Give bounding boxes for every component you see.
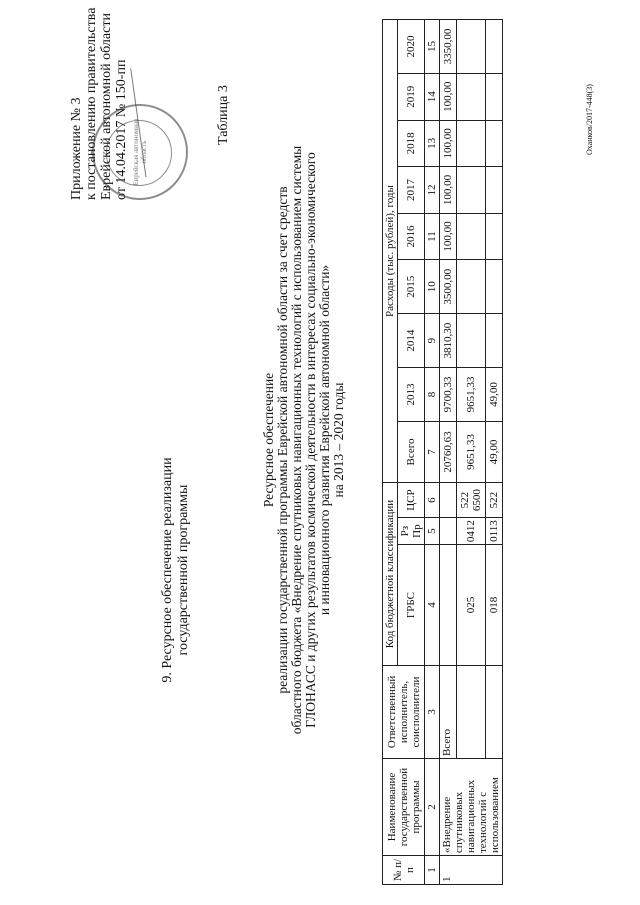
title-line: на 2013 – 2020 годы: [331, 382, 346, 498]
header-executor: Ответственный исполнитель, соисполнители: [383, 666, 425, 759]
value-cell: [486, 120, 503, 167]
header-year: 2014: [398, 314, 425, 368]
executor-cell: Всего: [440, 666, 457, 759]
header-row: [383, 20, 398, 885]
header-year: 2013: [398, 368, 425, 422]
value-cell: 3810,30: [440, 314, 457, 368]
header-name: Наименование государственной программы: [383, 759, 425, 856]
value-cell: [486, 314, 503, 368]
table-row: [440, 20, 457, 885]
table-label: Таблица 3: [216, 85, 231, 145]
value-cell: [456, 167, 486, 214]
value-cell: 100,00: [440, 120, 457, 167]
header-rz: Рз Пр: [398, 518, 425, 545]
col-number: 6: [425, 483, 440, 518]
csr-cell: 522 6500: [456, 483, 486, 518]
value-cell: [486, 260, 503, 314]
total-cell: 20760,63: [440, 421, 457, 482]
grbs-cell: 018: [486, 545, 503, 666]
value-cell: 100,00: [440, 73, 457, 120]
value-cell: 9700,33: [440, 368, 457, 422]
appendix-line: Приложение № 3: [69, 97, 84, 200]
value-cell: [486, 213, 503, 260]
total-cell: 49,00: [486, 421, 503, 482]
col-number: 8: [425, 368, 440, 422]
col-number: 9: [425, 314, 440, 368]
appendix-line: Еврейской автономной области: [99, 13, 114, 200]
value-cell: 100,00: [440, 213, 457, 260]
value-cell: [456, 120, 486, 167]
section-heading: [160, 445, 192, 695]
table-row: [486, 20, 503, 885]
header-grbs: ГРБС: [398, 545, 425, 666]
executor-cell: [456, 666, 486, 759]
header-year: 2017: [398, 167, 425, 214]
col-number: 5: [425, 518, 440, 545]
title-line: областного бюджета «Внедрение спутниковых навигационных технологий с использованием системы: [289, 145, 304, 735]
section-heading-line: государственной программы: [176, 484, 191, 656]
header-year: 2018: [398, 120, 425, 167]
value-cell: 3350,00: [440, 20, 457, 74]
executor-cell: [486, 666, 503, 759]
header-year: 2016: [398, 213, 425, 260]
header-csr: ЦСР: [398, 483, 425, 518]
col-number: 2: [425, 759, 440, 856]
csr-cell: 522: [486, 483, 503, 518]
rz-cell: 0113: [486, 518, 503, 545]
grbs-cell: [440, 545, 457, 666]
header-year: 2015: [398, 260, 425, 314]
rz-cell: [440, 518, 457, 545]
total-cell: 9651,33: [456, 421, 486, 482]
header-year: 2020: [398, 20, 425, 74]
value-cell: 49,00: [486, 368, 503, 422]
value-cell: [486, 167, 503, 214]
csr-cell: [440, 483, 457, 518]
col-number: 7: [425, 421, 440, 482]
header-expenses: Расходы (тыс. рублей), годы: [383, 20, 398, 483]
col-number: 4: [425, 545, 440, 666]
value-cell: [486, 73, 503, 120]
col-number: 12: [425, 167, 440, 214]
appendix-line: от 14.04.2017 № 150-пп: [114, 59, 129, 200]
col-number: 15: [425, 20, 440, 74]
table-row: [456, 20, 486, 885]
title-line: и инновационного развития Еврейской автономной области»: [317, 264, 332, 616]
grbs-cell: 025: [456, 545, 486, 666]
section-heading-line: 9. Ресурсное обеспечение реализации: [160, 457, 175, 683]
table-title: [262, 95, 346, 785]
rz-cell: 0412: [456, 518, 486, 545]
footer-note: Оханков/2017-448(3): [585, 84, 594, 155]
col-number: 14: [425, 73, 440, 120]
seal-text: Еврейская автономная область: [132, 118, 148, 186]
header-num: № п/п: [383, 856, 425, 885]
col-number: 1: [425, 856, 440, 885]
resource-table: [382, 19, 503, 885]
value-cell: [456, 314, 486, 368]
col-number: 11: [425, 213, 440, 260]
program-name: «Внедрение спутниковых навигационных технологий с использованием: [440, 759, 503, 856]
value-cell: [456, 260, 486, 314]
value-cell: 9651,33: [456, 368, 486, 422]
header-code: Код бюджетной классификации: [383, 483, 398, 666]
value-cell: [456, 213, 486, 260]
value-cell: [486, 20, 503, 74]
header-year: 2019: [398, 73, 425, 120]
value-cell: 100,00: [440, 167, 457, 214]
row-number: 1: [440, 856, 503, 885]
appendix-line: к постановлению правительства: [84, 7, 99, 200]
title-line: ГЛОНАСС и других результатов космической деятельности в интересах социально-экономического: [303, 152, 318, 728]
title-line: Ресурсное обеспечение: [261, 372, 276, 508]
value-cell: [456, 20, 486, 74]
column-number-row: [425, 20, 440, 885]
value-cell: [456, 73, 486, 120]
header-total: Всего: [398, 421, 425, 482]
value-cell: 3500,00: [440, 260, 457, 314]
col-number: 10: [425, 260, 440, 314]
col-number: 3: [425, 666, 440, 759]
col-number: 13: [425, 120, 440, 167]
title-line: реализации государственной программы Еврейской автономной области за счет средств: [275, 186, 290, 694]
